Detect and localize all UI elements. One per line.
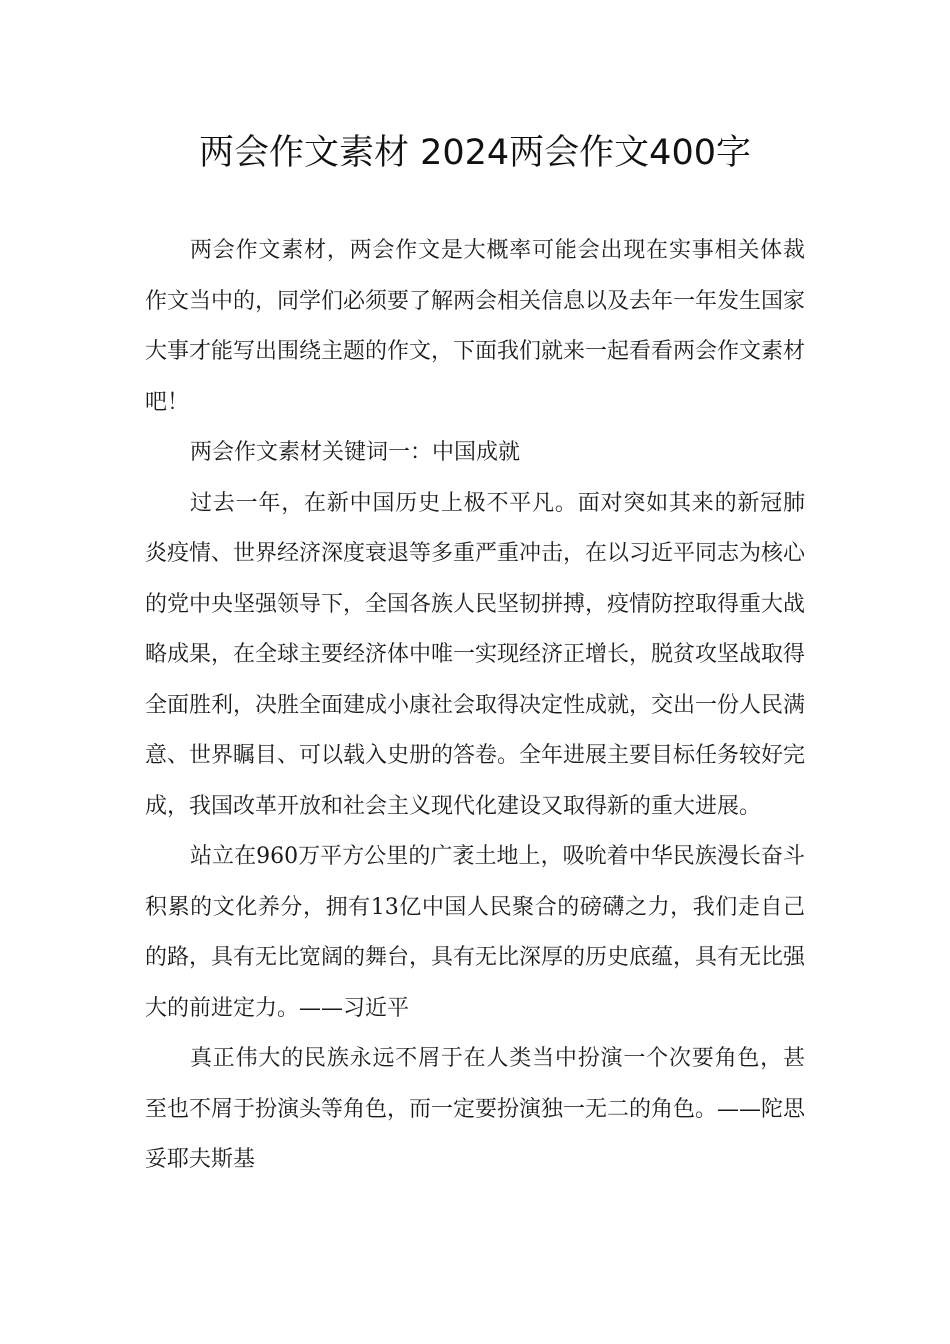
document-body	[145, 226, 805, 1186]
quote-paragraph: 真正伟大的民族永远不屑于在人类当中扮演一个次要角色，甚至也不屑于扮演头等角色，而一定要扮演独一无二的角色。——陀思妥耶夫斯基	[145, 1046, 806, 1172]
intro-paragraph: 两会作文素材，两会作文是大概率可能会出现在实事相关体裁作文当中的，同学们必须要了解两会相关信息以及去年一年发生国家大事才能写出围绕主题的作文，下面我们就来一起看看两会作文素材吧！	[145, 238, 806, 415]
document-title: 两会作文素材 2024两会作文400字	[198, 133, 751, 173]
quote-paragraph: 站立在960万平方公里的广袤土地上，吸吮着中华民族漫长奋斗积累的文化养分，拥有13亿中国人民聚合的磅礴之力，我们走自己的路，具有无比宽阔的舞台，具有无比深厚的历史底蕴，具有无比强大的前进定力。——习近平	[145, 844, 806, 1021]
body-paragraph: 过去一年，在新中国历史上极不平凡。面对突如其来的新冠肺炎疫情、世界经济深度衰退等多重严重冲击，在以习近平同志为核心的党中央坚强领导下，全国各族人民坚韧拼搏，疫情防控取得重大战略成果，在全球主要经济体中唯一实现经济正增长，脱贫攻坚战取得全面胜利，决胜全面建成小康社会取得决定性成就，交出一份人民满意、世界瞩目、可以载入史册的答卷。全年进展主要目标任务较好完成，我国改革开放和社会主义现代化建设又取得新的重大进展。	[145, 490, 806, 819]
section-heading: 两会作文素材关键词一：中国成就	[190, 440, 521, 465]
